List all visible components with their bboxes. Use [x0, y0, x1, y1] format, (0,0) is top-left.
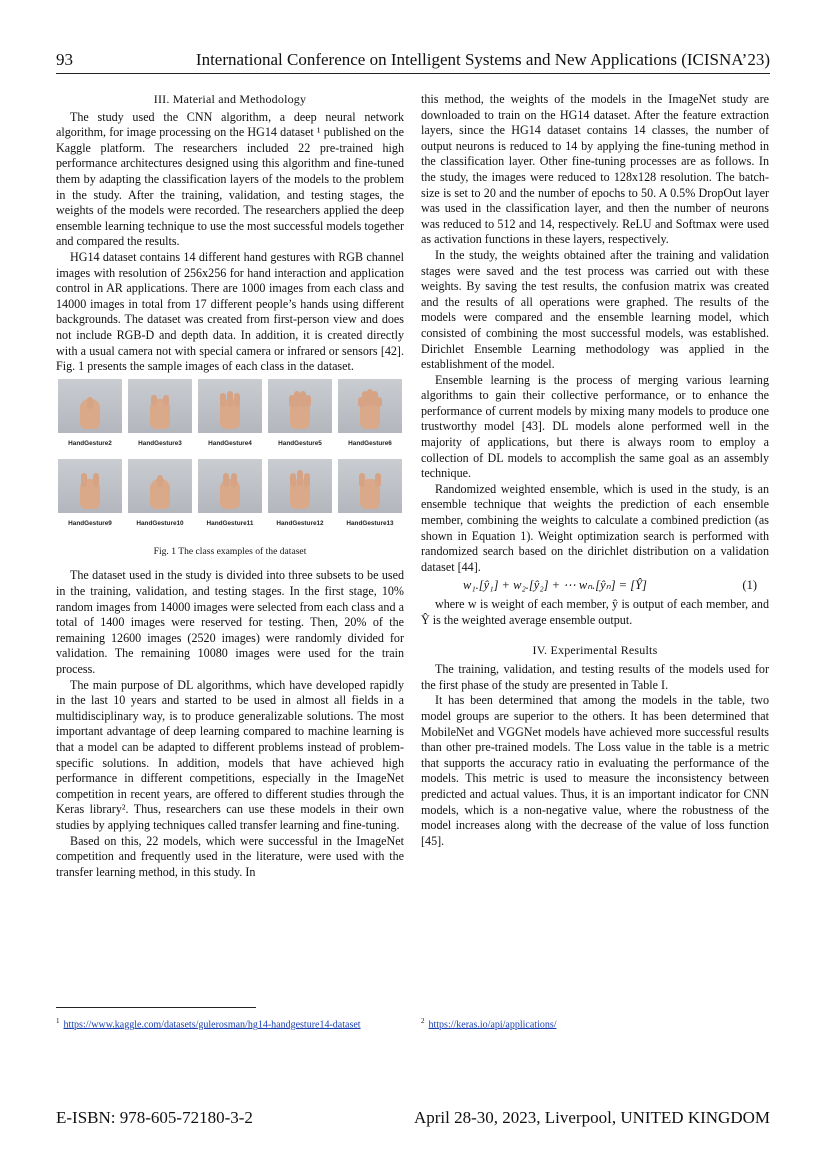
hand-finger: [157, 475, 163, 487]
paragraph: In the study, the weights obtained after the training and validation stages were saved and the test process was carried out with these weights. By saving the test results, the confusion matrix was created and the results of all operations were graphed. The results of the models were compared and the ensemble learning model, which consisted of combining the most successful models, was established. Dirichlet Ensemble Learning methodology was applied in the establishment of the model.: [421, 247, 769, 372]
figure-1: [56, 379, 404, 560]
figure-sample: [196, 459, 264, 540]
paragraph: where w is weight of each member, ŷ is output of each member, and Ŷ is the weighted average ensemble output.: [421, 597, 769, 627]
footer-date-location: April 28-30, 2023, Liverpool, UNITED KINGDOM: [413, 1108, 770, 1127]
figure-caption: Fig. 1 The class examples of the dataset: [153, 545, 307, 557]
figure-sample: [266, 379, 334, 460]
hand-finger: [81, 473, 87, 487]
hand-finger: [234, 393, 240, 407]
figure-label: HandGesture11: [206, 520, 254, 528]
section-title-methodology: III. Material and Methodology: [153, 92, 307, 106]
hand-finger: [359, 473, 365, 487]
paragraph: It has been determined that among the models in the table, two model groups are superior to the others. It has been determined that MobileNet and VGGNet models have achieved more successful results than other pre-trained models. The Loss value in the table is a metric that supports the accuracy ratio in evaluating the performance of the models. This metric is used to measure the inconsistency between predicted and actual values. Thus, it is an important indicator for CNN models, which is a non-negative value, where the robustness of the model increases along with the decrease of the value of loss function [45].: [421, 693, 769, 848]
footnote-link-keras[interactable]: https://keras.io/api/applications/: [428, 1019, 557, 1031]
figure-sample: [56, 379, 124, 460]
hand-finger: [290, 473, 296, 487]
hand-finger: [87, 397, 93, 409]
hand-finger: [227, 391, 233, 407]
figure-label: HandGesture2: [68, 439, 112, 447]
left-column: [56, 92, 404, 880]
hand-finger: [223, 473, 229, 487]
figure-label: HandGesture3: [138, 439, 182, 447]
paragraph: this method, the weights of the models in the ImageNet study are downloaded to train on the HG14 dataset. After the feature extraction layers, since the HG14 dataset contains 14 classes, the number of output neurons is reduced to 14 by applying the fine-tuning method in the classification layer. Other fine-tuning processes are as follows. In the study, the images were reduced to 128x128 resolution. The batch-size is set to 20 and the number of epochs to 50. A 0.5% DropOut layer was used in the classification layer, and then the number of neurons was reduced to 512 and 14, respectively. ReLU and Softmax were used as activation functions in these layers, respectively.: [421, 92, 769, 247]
hand-finger: [151, 395, 157, 405]
figure-label: HandGesture4: [208, 439, 252, 447]
running-header: International Conference on Intelligent Systems and New Applications (ICISNA’23): [195, 50, 770, 69]
hand-finger: [305, 395, 311, 407]
section-title-results: IV. Experimental Results: [532, 642, 658, 657]
equation-body: w₁.[ŷ₁] + w₂.[ŷ₂] + ⋯ wₙ.[ŷₙ] = [Ŷ]: [463, 578, 647, 593]
paragraph: The dataset used in the study is divided into three subsets to be used in the training, validation, and testing stages. In the first stage, 10% random images from 14000 images were selected from each class and a total of 1400 images were reserved for testing. Then, 20% of the remaining 12600 images (2520 images) were randomly divided for validation. The remaining 10080 images were used for the train process.: [56, 568, 404, 677]
figure-grid: [56, 379, 404, 540]
footnote-rule: [56, 1007, 256, 1008]
footnote-1: [56, 1017, 361, 1030]
hand-photo: [198, 459, 262, 513]
equation-1: [421, 577, 769, 597]
footnote-link-kaggle[interactable]: https://www.kaggle.com/datasets/gulerosman/hg14-handgesture14-dataset: [63, 1019, 361, 1031]
hand-finger: [297, 470, 303, 486]
hand-finger: [376, 397, 382, 407]
figure-label: HandGesture5: [278, 439, 322, 447]
figure-label: HandGesture10: [136, 520, 184, 528]
figure-label: HandGesture9: [68, 520, 112, 528]
figure-label: HandGesture12: [276, 520, 324, 528]
figure-sample: [56, 459, 124, 540]
header-rule: [56, 73, 770, 74]
hand-finger: [375, 473, 381, 487]
hand-photo: [128, 459, 192, 513]
paragraph: The training, validation, and testing results of the models used for the first phase of the study are presented in Table I.: [421, 662, 769, 692]
hand-photo: [128, 379, 192, 433]
hand-finger: [93, 473, 99, 487]
figure-sample: [196, 379, 264, 460]
paragraph: The study used the CNN algorithm, a deep neural network algorithm, for image processing on the HG14 dataset ¹ published on the Kaggle platform. The researchers included 22 pre-trained high performance architectures designed using this algorithm and fine-tuned them by adapting the classification layers of the models to the problem in the study. After the training, validation, and testing stages, the weights of the models were recorded. The researchers applied the deep ensemble learning technique to use the most successful models together and compared the results.: [56, 109, 404, 249]
right-column: [421, 92, 769, 849]
hand-photo: [58, 379, 122, 433]
figure-sample: [266, 459, 334, 540]
footer-isbn: E-ISBN: 978-605-72180-3-2: [56, 1108, 253, 1127]
hand-photo: [338, 459, 402, 513]
footnote-2: [421, 1017, 557, 1030]
hand-finger: [231, 473, 237, 487]
hand-finger: [163, 395, 169, 405]
paragraph: HG14 dataset contains 14 different hand gestures with RGB channel images with resolution of 256x256 for hand interaction and application control in AR applications. There are 1000 images from each class and 14000 images in total from 17 different people’s hands using different backgrounds. The dataset was created from first-person view and does not include RGB-D and depth data. In addition, it is created directly with a usual camera not with special camera or infrared or sensors [42]. Fig. 1 presents the sample images of each class in the dataset.: [56, 249, 404, 374]
figure-label: HandGesture6: [348, 439, 392, 447]
hand-finger: [220, 393, 226, 407]
page-number: 93: [56, 50, 73, 69]
hand-photo: [268, 379, 332, 433]
footnote-marker: 1: [56, 1017, 60, 1025]
paragraph: Based on this, 22 models, which were successful in the ImageNet competition and frequently used in the literature, were used with the transfer learning method, in this study. In: [56, 833, 404, 879]
hand-finger: [304, 473, 310, 487]
footnote-marker: 2: [421, 1017, 425, 1025]
equation-number: (1): [742, 578, 757, 593]
figure-sample: [126, 459, 194, 540]
paragraph: Randomized weighted ensemble, which is used in the study, is an ensemble technique that weights the prediction of each ensemble member, combining the weights to calculate a combined prediction (as shown in Equation 1). Weight optimization search is performed with randomized search based on the dirichlet distribution on a validation dataset [44].: [421, 481, 769, 574]
figure-sample: [336, 379, 404, 460]
hand-photo: [198, 379, 262, 433]
paragraph: The main purpose of DL algorithms, which have developed rapidly in the last 10 years and started to be used in almost all fields in a multidisciplinary way, is to produce generalizable solutions. The most important advantage of deep learning compared to machine learning is that a model can be adapted to different problems instead of problem-specific solutions. In addition, models that have achieved high performance in different competitions, especially in the ImageNet competition in recent years, are offered to different studies through the Keras library². Thus, researchers can use these models in their own studies by applying techniques called transfer learning and fine-tuning.: [56, 677, 404, 832]
figure-sample: [336, 459, 404, 540]
hand-photo: [338, 379, 402, 433]
hand-photo: [58, 459, 122, 513]
figure-sample: [126, 379, 194, 460]
figure-label: HandGesture13: [346, 520, 394, 528]
hand-photo: [268, 459, 332, 513]
paragraph: Ensemble learning is the process of merging various learning algorithms to gain their collective performance, or to enhance the performance of current models by mixing many models to produce one trustworthy model [43]. DL models alone performed well in the majority of applications, but there is always room to employ a collection of DL models to accomplish the same goal as an assembly technique.: [421, 372, 769, 481]
